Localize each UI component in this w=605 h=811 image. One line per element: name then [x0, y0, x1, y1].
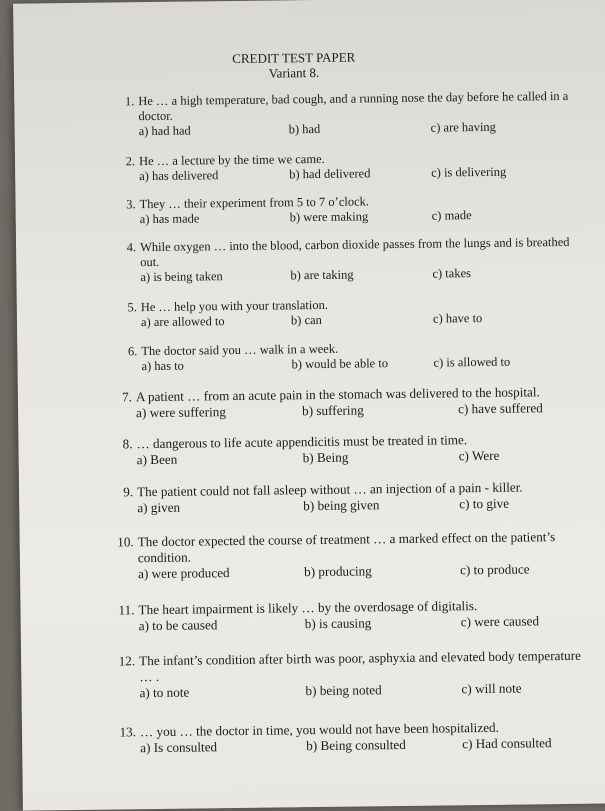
- option-c: c) are having: [430, 119, 496, 135]
- option-b: b) are taking: [290, 267, 354, 283]
- question-11: [114, 597, 594, 635]
- option-b: b) had: [288, 121, 321, 137]
- option-a: a) Is consulted: [140, 739, 218, 756]
- option-a: a) Been: [136, 451, 178, 468]
- question-1: [114, 89, 575, 141]
- question-2: [115, 149, 575, 186]
- test-paper-sheet: [13, 0, 605, 811]
- option-c: c) will note: [461, 680, 522, 697]
- question-number: 3.: [126, 197, 136, 212]
- question-number: 9.: [123, 484, 134, 500]
- question-4: [116, 235, 577, 287]
- question-text: The doctor expected the course of treatment … a marked effect on the patient’s condition.: [137, 529, 556, 566]
- option-c: c) is delivering: [431, 164, 507, 180]
- option-c: c) made: [431, 208, 472, 223]
- option-a: a) has made: [139, 211, 200, 227]
- question-text: The infant’s condition after birth was poor, asphyxia and elevated body temperature … .: [139, 647, 582, 685]
- option-b: b) is causing: [304, 615, 372, 632]
- option-a: a) are allowed to: [140, 314, 225, 330]
- option-b: b) can: [290, 312, 322, 328]
- paper-header: [14, 47, 574, 84]
- question-3: [115, 192, 575, 229]
- option-a: a) has delivered: [139, 168, 219, 184]
- question-text: The patient could not fall asleep without … an injection of a pain - killer.: [136, 479, 523, 500]
- question-number: 1.: [124, 94, 135, 109]
- question-number: 7.: [121, 389, 132, 405]
- question-6: [117, 339, 577, 376]
- option-a: a) given: [137, 499, 181, 516]
- option-a: a) has to: [141, 358, 184, 374]
- question-text: He … a high temperature, bad cough, and a running nose the day before he called in a doctor.: [138, 88, 569, 124]
- option-c: c) Had consulted: [462, 735, 552, 752]
- question-text: … you … the doctor in time, you would not have been hospitalized.: [139, 719, 499, 740]
- question-8: [112, 431, 592, 469]
- option-b: b) would be able to: [291, 356, 389, 372]
- question-12: [115, 648, 596, 702]
- option-a: a) were produced: [137, 565, 230, 582]
- option-c: c) have to: [432, 310, 483, 326]
- option-b: b) Being: [302, 449, 349, 466]
- question-number: 4.: [126, 240, 137, 255]
- question-text: He … a lecture by the time we came.: [138, 151, 325, 169]
- question-text: A patient … from an acute pain in the stomach was delivered to the hospital.: [135, 384, 540, 405]
- question-number: 12.: [118, 653, 136, 669]
- question-number: 10.: [117, 534, 134, 550]
- question-text: The doctor said you … walk in a week.: [141, 341, 339, 359]
- paper-title: CREDIT TEST PAPER: [232, 49, 356, 67]
- option-a: a) were suffering: [136, 404, 227, 421]
- question-13: [116, 719, 596, 757]
- option-a: a) is being taken: [140, 269, 223, 285]
- question-text: They … their experiment from 5 to 7 o’clock.: [139, 194, 370, 212]
- question-7: [112, 384, 592, 422]
- question-number: 6.: [127, 344, 138, 359]
- option-b: b) suffering: [301, 402, 364, 419]
- option-c: c) Were: [458, 447, 500, 464]
- option-b: b) Being consulted: [306, 736, 406, 754]
- option-a: a) had had: [138, 123, 191, 139]
- option-c: c) were caused: [460, 613, 540, 630]
- option-c: c) to produce: [459, 561, 530, 578]
- question-text: He … help you with your translation.: [140, 297, 329, 315]
- option-c: c) takes: [432, 266, 472, 281]
- question-text: While oxygen … into the blood, carbon dioxide passes from the lungs and is breathed out.: [139, 234, 570, 270]
- question-number: 5.: [127, 300, 137, 315]
- option-b: b) producing: [303, 563, 372, 580]
- question-text: … dangerous to life acute appendicitis must be treated in time.: [136, 432, 468, 452]
- option-b: b) being noted: [305, 682, 382, 699]
- question-number: 11.: [118, 602, 135, 618]
- option-b: b) were making: [289, 209, 369, 225]
- question-9: [113, 479, 593, 517]
- option-a: a) to be caused: [138, 617, 218, 634]
- question-number: 8.: [122, 436, 133, 452]
- option-a: a) to note: [139, 684, 190, 701]
- option-c: c) is allowed to: [433, 354, 511, 370]
- option-b: b) had delivered: [289, 166, 371, 182]
- option-c: c) to give: [459, 495, 510, 512]
- question-5: [117, 295, 577, 332]
- question-text: The heart impairment is likely … by the overdosage of digitalis.: [138, 598, 478, 618]
- question-number: 2.: [125, 154, 136, 169]
- option-b: b) being given: [303, 497, 380, 514]
- option-c: c) have suffered: [457, 400, 543, 417]
- question-10: [114, 529, 595, 583]
- paper-variant: Variant 8.: [268, 64, 320, 81]
- question-number: 13.: [119, 724, 137, 740]
